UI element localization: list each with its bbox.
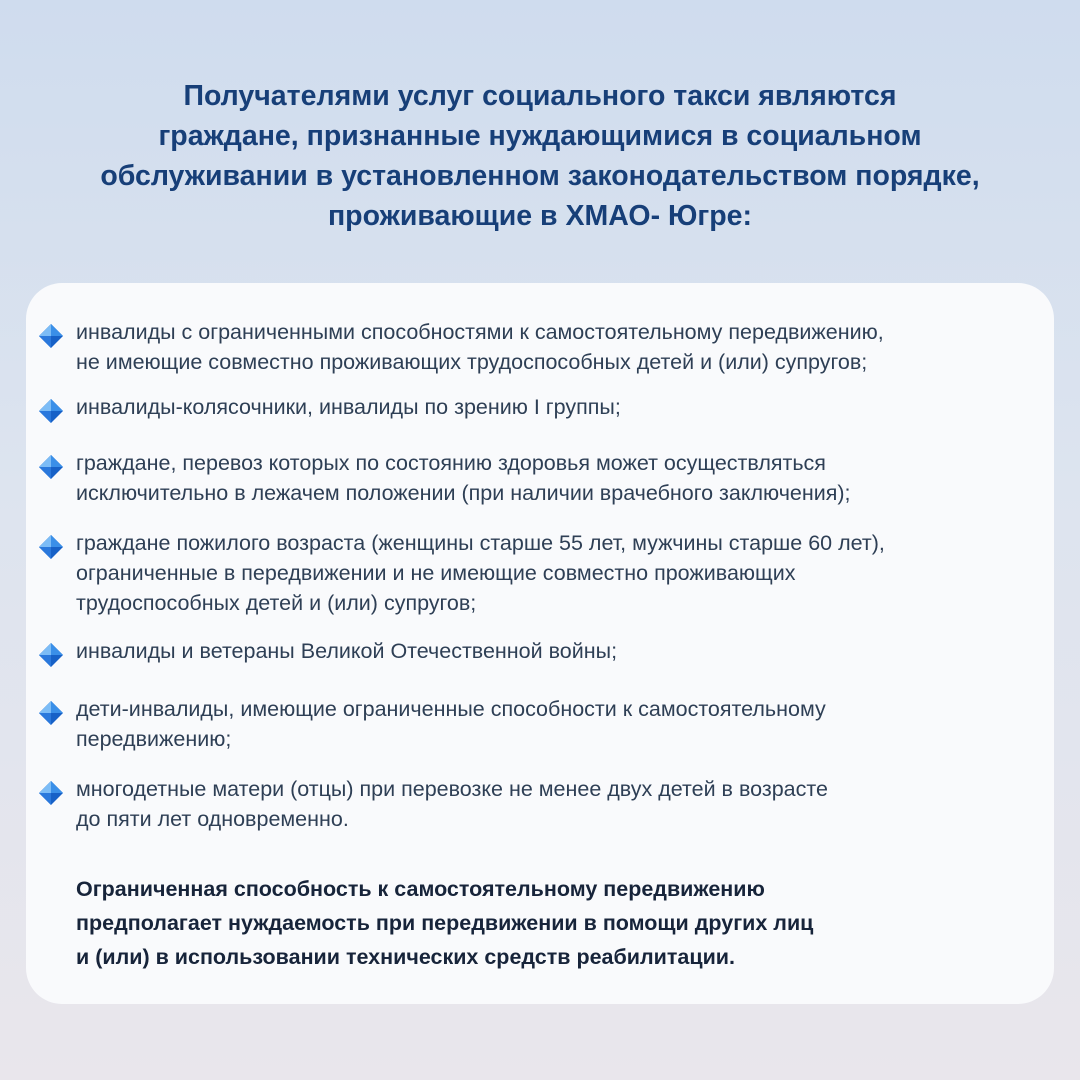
list-item-line: передвижению; bbox=[76, 727, 232, 751]
content-card bbox=[26, 283, 1054, 1004]
list-item bbox=[38, 774, 1038, 834]
blue-diamond-icon bbox=[38, 642, 64, 668]
page-title-line: обслуживании в установленном законодательством порядке, bbox=[100, 160, 980, 192]
blue-diamond-icon bbox=[38, 398, 64, 424]
list-item-text bbox=[76, 317, 1038, 377]
page-title-line: проживающие в ХМАО- Югре: bbox=[327, 200, 753, 232]
list-item-line: ограниченные в передвижении и не имеющие совместно проживающих bbox=[76, 561, 796, 585]
list-item-text bbox=[76, 694, 1038, 754]
list-item-text bbox=[76, 448, 1038, 508]
list-item-line: инвалиды и ветераны Великой Отечественной войны; bbox=[76, 639, 618, 663]
blue-diamond-icon bbox=[38, 534, 64, 560]
page-title-line: граждане, признанные нуждающимися в социальном bbox=[158, 120, 922, 152]
footnote-line: предполагает нуждаемость при передвижении в помощи других лиц bbox=[76, 911, 814, 935]
list-item-line: граждане пожилого возраста (женщины старше 55 лет, мужчины старше 60 лет), bbox=[76, 531, 885, 555]
footnote-line: и (или) в использовании технических средств реабилитации. bbox=[76, 945, 735, 969]
blue-diamond-icon bbox=[38, 700, 64, 726]
list-item-line: до пяти лет одновременно. bbox=[76, 807, 349, 831]
list-item-line: инвалиды-колясочники, инвалиды по зрению I группы; bbox=[76, 395, 621, 419]
list-item-line: многодетные матери (отцы) при перевозке не менее двух детей в возрасте bbox=[76, 777, 828, 801]
list-item-line: дети-инвалиды, имеющие ограниченные способности к самостоятельному bbox=[76, 697, 826, 721]
list-item bbox=[38, 448, 1038, 508]
list-item-line: исключительно в лежачем положении (при наличии врачебного заключения); bbox=[76, 481, 851, 505]
page-title-line: Получателями услуг социального такси являются bbox=[183, 80, 897, 112]
list-item-line: трудоспособных детей и (или) супругов; bbox=[76, 591, 477, 615]
blue-diamond-icon bbox=[38, 454, 64, 480]
list-item bbox=[38, 392, 1038, 422]
blue-diamond-icon bbox=[38, 780, 64, 806]
list-item bbox=[38, 694, 1038, 754]
list-item-text bbox=[76, 636, 1038, 666]
list-item-line: граждане, перевоз которых по состоянию здоровья может осуществляться bbox=[76, 451, 826, 475]
list-item bbox=[38, 317, 1038, 377]
list-item-text bbox=[76, 392, 1038, 422]
list-item-line: не имеющие совместно проживающих трудоспособных детей и (или) супругов; bbox=[76, 350, 868, 374]
blue-diamond-icon bbox=[38, 323, 64, 349]
footnote bbox=[76, 872, 1036, 974]
page-title bbox=[40, 76, 1040, 236]
list-item-text bbox=[76, 774, 1038, 834]
footnote-line: Ограниченная способность к самостоятельному передвижению bbox=[76, 877, 765, 901]
list-item-text bbox=[76, 528, 1038, 618]
list-item bbox=[38, 636, 1038, 666]
list-item bbox=[38, 528, 1038, 618]
list-item-line: инвалиды с ограниченными способностями к самостоятельному передвижению, bbox=[76, 320, 884, 344]
